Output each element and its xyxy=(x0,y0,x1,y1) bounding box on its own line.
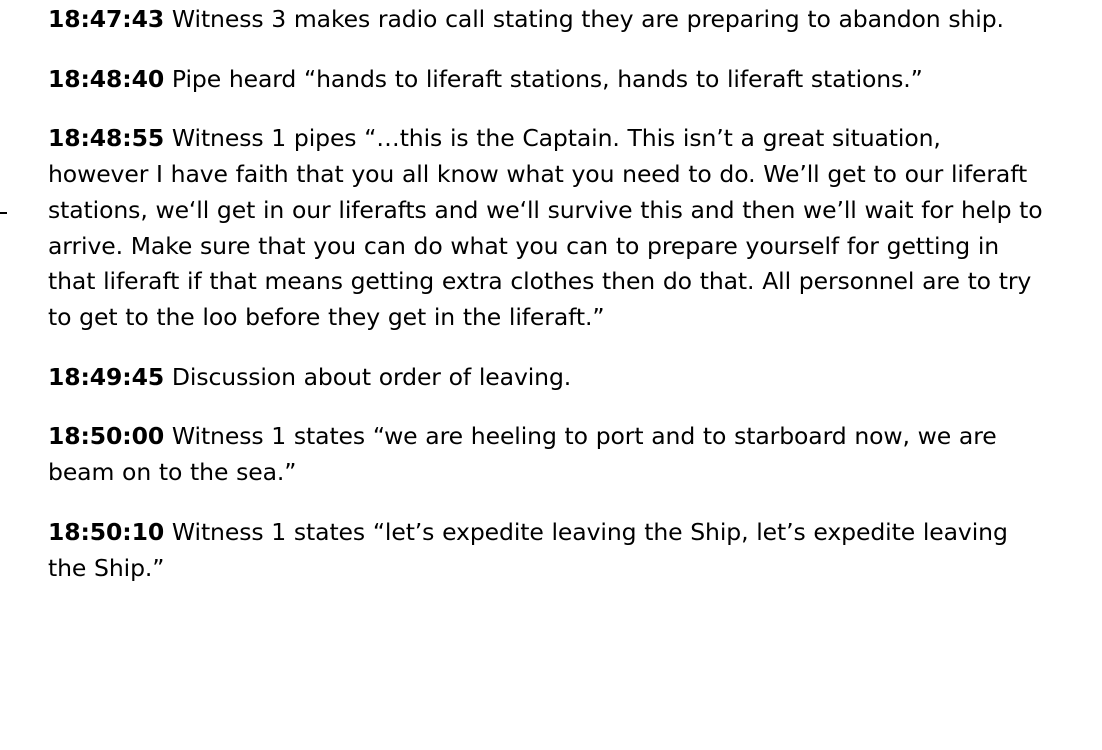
entry-timestamp: 18:50:00 xyxy=(48,422,165,451)
entry-text: Witness 1 states “we are heeling to port and to starboard now, we are beam on to the sea.” xyxy=(48,422,997,487)
transcript-entry xyxy=(48,62,1047,98)
margin-mark xyxy=(0,212,7,214)
transcript-entry xyxy=(48,515,1047,586)
transcript-entry-list xyxy=(48,0,1047,586)
entry-timestamp: 18:47:43 xyxy=(48,5,165,33)
entry-timestamp: 18:48:55 xyxy=(48,124,165,153)
transcript-entry xyxy=(48,121,1047,335)
entry-text: Witness 3 makes radio call stating they are preparing to abandon ship. xyxy=(171,5,1004,33)
transcript-entry xyxy=(48,419,1047,490)
entry-text: Witness 1 states “let’s expedite leaving the Ship, let’s expedite leaving the Ship.” xyxy=(48,517,1008,582)
entry-text: Witness 1 pipes “…this is the Captain. This isn’t a great situation, however I have faith that you all know what you need to do. We’ll get to our liferaft stations, we‘ll get in our liferafts and we‘ll survive this and then we’ll wait for help to arrive. Make sure that you can do what you can to prepare yourself for getting in that liferaft if that means getting extra clothes then do that. All personnel are to try to get to the loo before they get in the liferaft.” xyxy=(48,124,1043,332)
entry-text: Pipe heard “hands to liferaft stations, hands to liferaft stations.” xyxy=(171,64,923,93)
transcript-entry xyxy=(48,360,1047,396)
entry-timestamp: 18:49:45 xyxy=(48,362,165,391)
transcript-entry xyxy=(48,2,1047,38)
entry-timestamp: 18:50:10 xyxy=(48,517,165,546)
entry-timestamp: 18:48:40 xyxy=(48,64,165,93)
entry-text: Discussion about order of leaving. xyxy=(171,362,572,391)
